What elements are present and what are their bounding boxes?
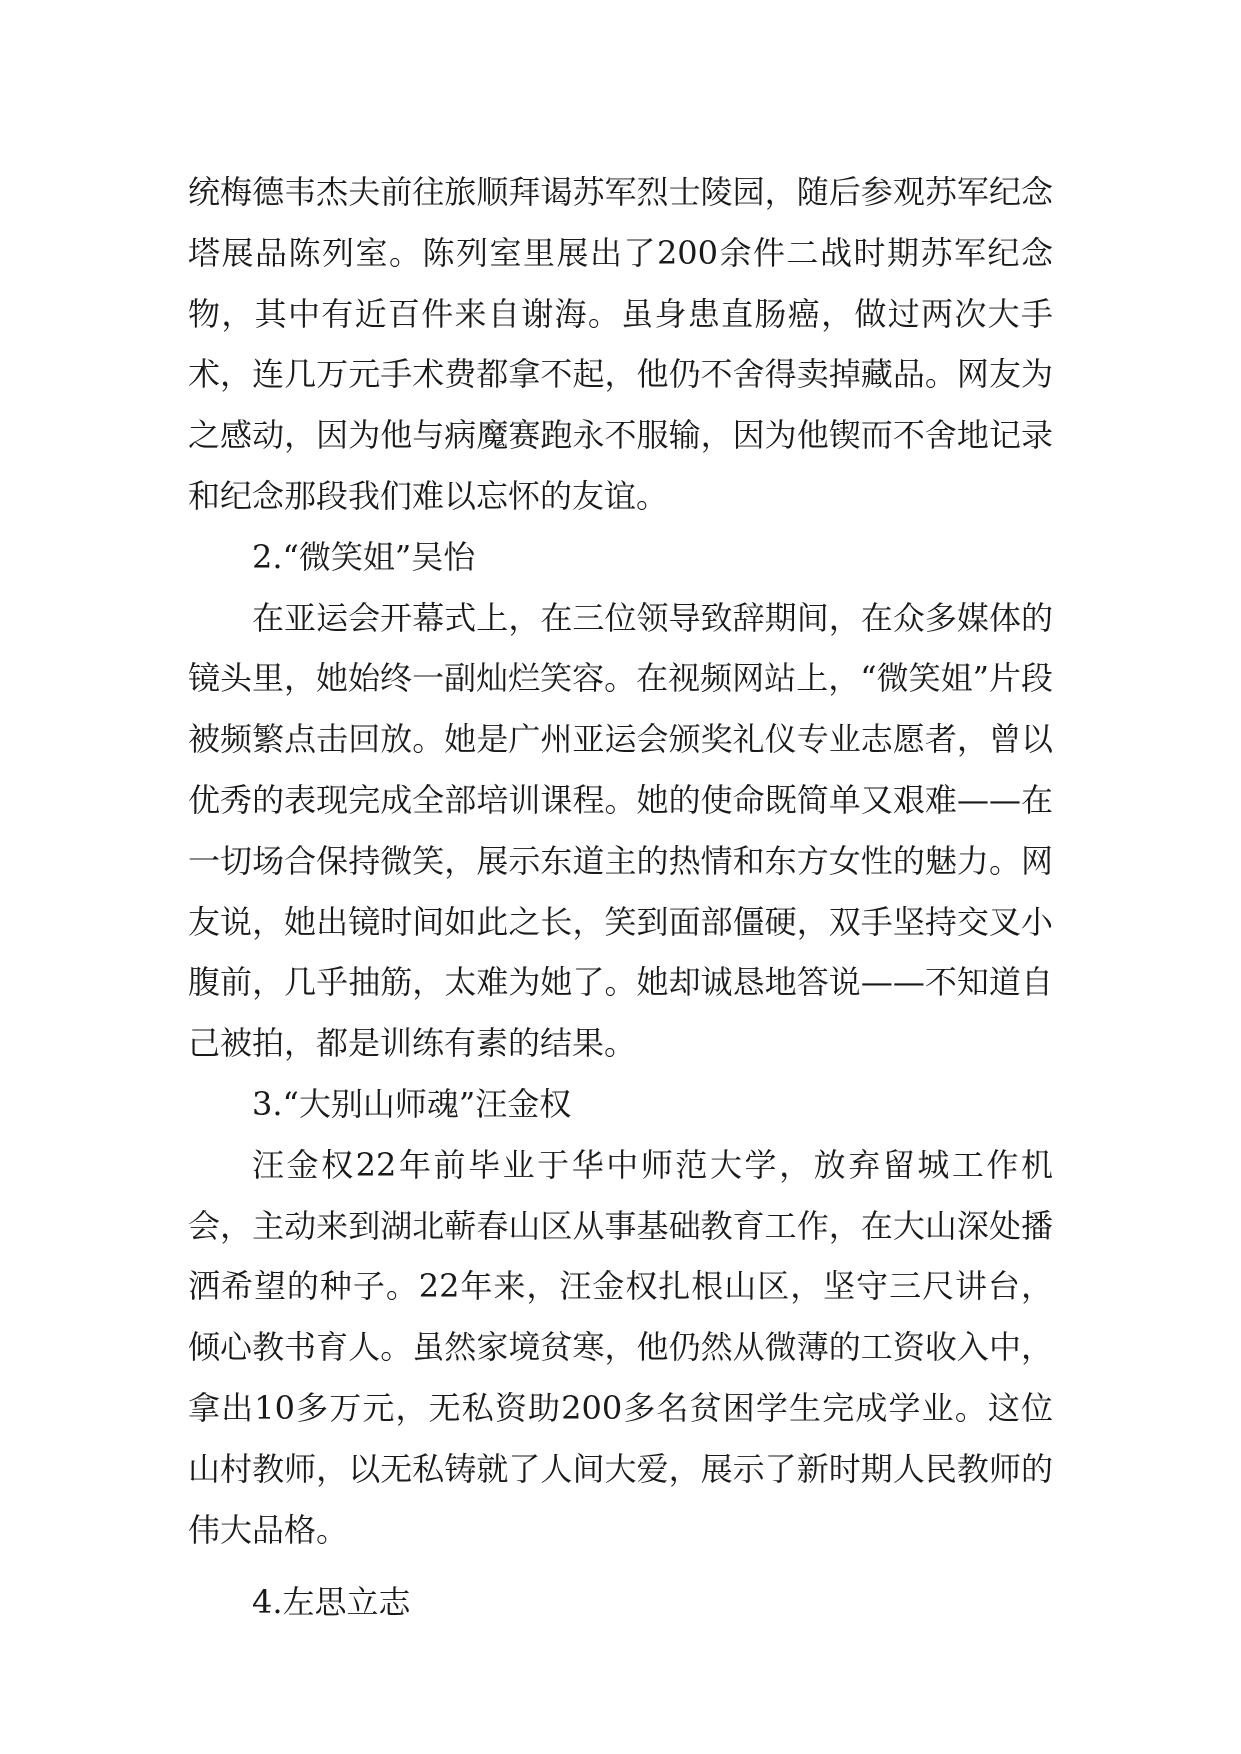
document-body xyxy=(188,162,1053,1633)
paragraph-wang-jinquan: 汪金权22年前毕业于华中师范大学，放弃留城工作机会，主动来到湖北蕲春山区从事基础教育工作，在大山深处播洒希望的种子。22年来，汪金权扎根山区，坚守三尺讲台，倾心教书育人。虽然家境贫寒，他仍然从微薄的工资收入中，拿出10多万元，无私资助200多名贫困学生完成学业。这位山村教师，以无私铸就了人间大爱，展示了新时期人民教师的伟大品格。 xyxy=(188,1145,1053,1549)
section-heading-dabieshan-teacher: 3.“大别山师魂”汪金权 xyxy=(252,1084,572,1123)
section-heading-zuo-si: 4.左思立志 xyxy=(252,1583,411,1622)
paragraph-xie-hai-continued: 统梅德韦杰夫前往旅顺拜谒苏军烈士陵园，随后参观苏军纪念塔展品陈列室。陈列室里展出了200余件二战时期苏军纪念物，其中有近百件来自谢海。虽身患直肠癌，做过两次大手术，连几万元手术费都拿不起，他仍不舍得卖掉藏品。网友为之感动，因为他与病魔赛跑永不服输，因为他锲而不舍地记录和纪念那段我们难以忘怀的友谊。 xyxy=(188,173,1053,515)
section-heading-smile-sister: 2.“微笑姐”吴怡 xyxy=(252,537,476,576)
paragraph-smile-sister: 在亚运会开幕式上，在三位领导致辞期间，在众多媒体的镜头里，她始终一副灿烂笑容。在视频网站上，“微笑姐”片段被频繁点击回放。她是广州亚运会颁奖礼仪专业志愿者，曾以优秀的表现完成全部培训课程。她的使命既简单又艰难——在一切场合保持微笑，展示东道主的热情和东方女性的魅力。网友说，她出镜时间如此之长，笑到面部僵硬，双手坚持交叉小腹前，几乎抽筋，太难为她了。她却诚恳地答说——不知道自己被拍，都是训练有素的结果。 xyxy=(188,598,1053,1063)
